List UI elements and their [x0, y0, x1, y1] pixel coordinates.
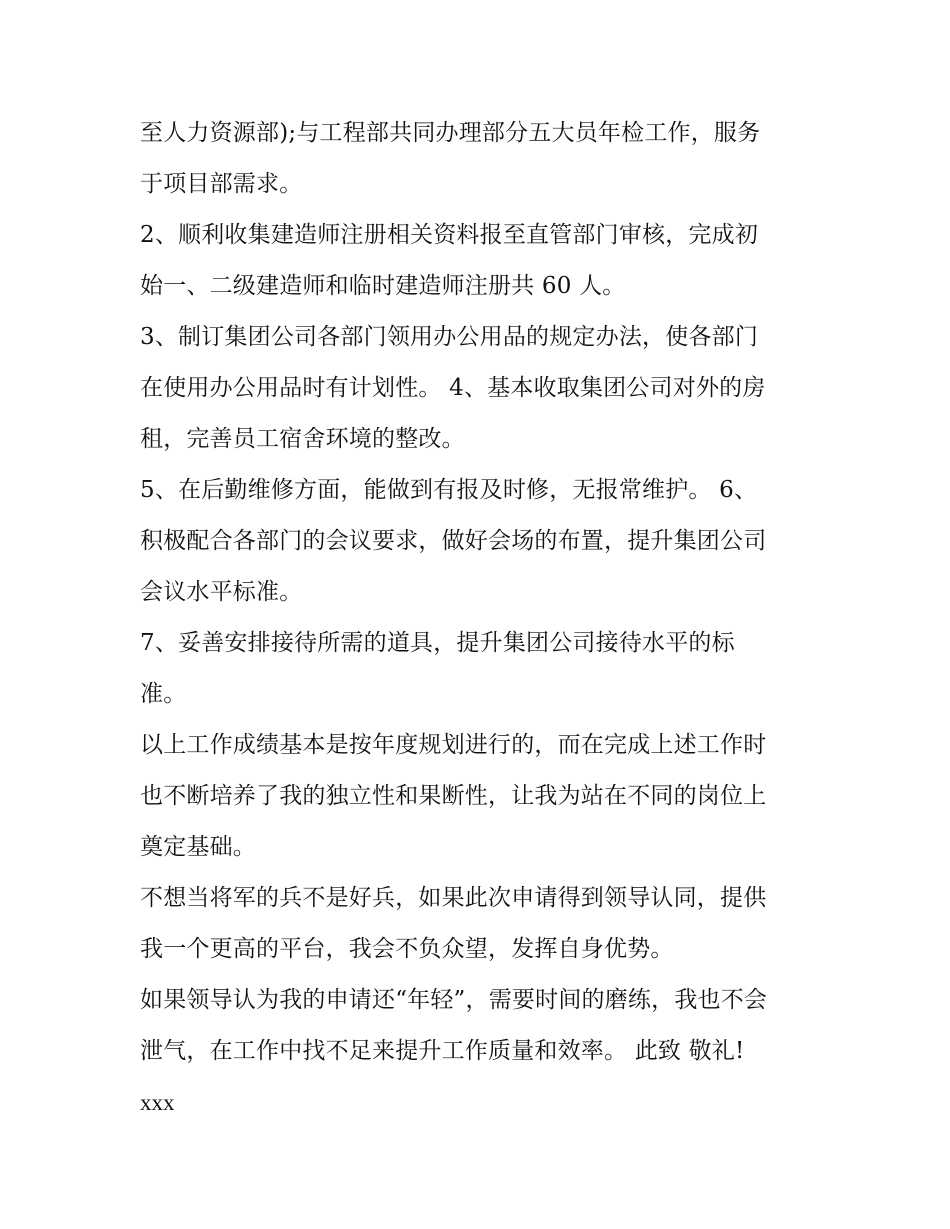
text-line: 7、妥善安排接待所需的道具，提升集团公司接待水平的标 [140, 630, 735, 656]
text-line: 不想当将军的兵不是好兵，如果此次申请得到领导认同，提供 [140, 885, 767, 911]
text-line: 积极配合各部门的会议要求，做好会场的布置，提升集团公司 [140, 528, 767, 554]
text-line: 奠定基础。 [140, 834, 256, 860]
text-line: 如果领导认为我的申请还“年轻”，需要时间的磨练，我也不会 [140, 987, 768, 1013]
text-line: 始一、二级建造师和临时建造师注册共 60 人。 [140, 273, 626, 299]
text-line: 在使用办公用品时有计划性。 4、基本收取集团公司对外的房 [140, 375, 766, 401]
text-line: 泄气，在工作中找不足来提升工作质量和效率。 此致 敬礼! [140, 1038, 745, 1064]
text-line: 于项目部需求。 [140, 171, 303, 197]
text-line: 准。 [140, 681, 187, 707]
text-line: 以上工作成绩基本是按年度规划进行的，而在完成上述工作时 [140, 732, 767, 758]
text-line: 2、顺利收集建造师注册相关资料报至直管部门审核，完成初 [140, 222, 759, 248]
document-body [140, 108, 820, 1128]
text-line: 也不断培养了我的独立性和果断性，让我为站在不同的岗位上 [140, 783, 767, 809]
text-line: 租，完善员工宿舍环境的整改。 [140, 426, 465, 452]
text-line: 至人力资源部);与工程部共同办理部分五大员年检工作，服务 [140, 120, 761, 146]
text-line: 3、制订集团公司各部门领用办公用品的规定办法，使各部门 [140, 324, 759, 350]
text-line: 我一个更高的平台，我会不负众望，发挥自身优势。 [140, 936, 674, 962]
signature: xxx [140, 1090, 175, 1115]
text-line: 5、在后勤维修方面，能做到有报及时修，无报常维护。 6、 [140, 477, 758, 503]
text-line: 会议水平标准。 [140, 579, 303, 605]
